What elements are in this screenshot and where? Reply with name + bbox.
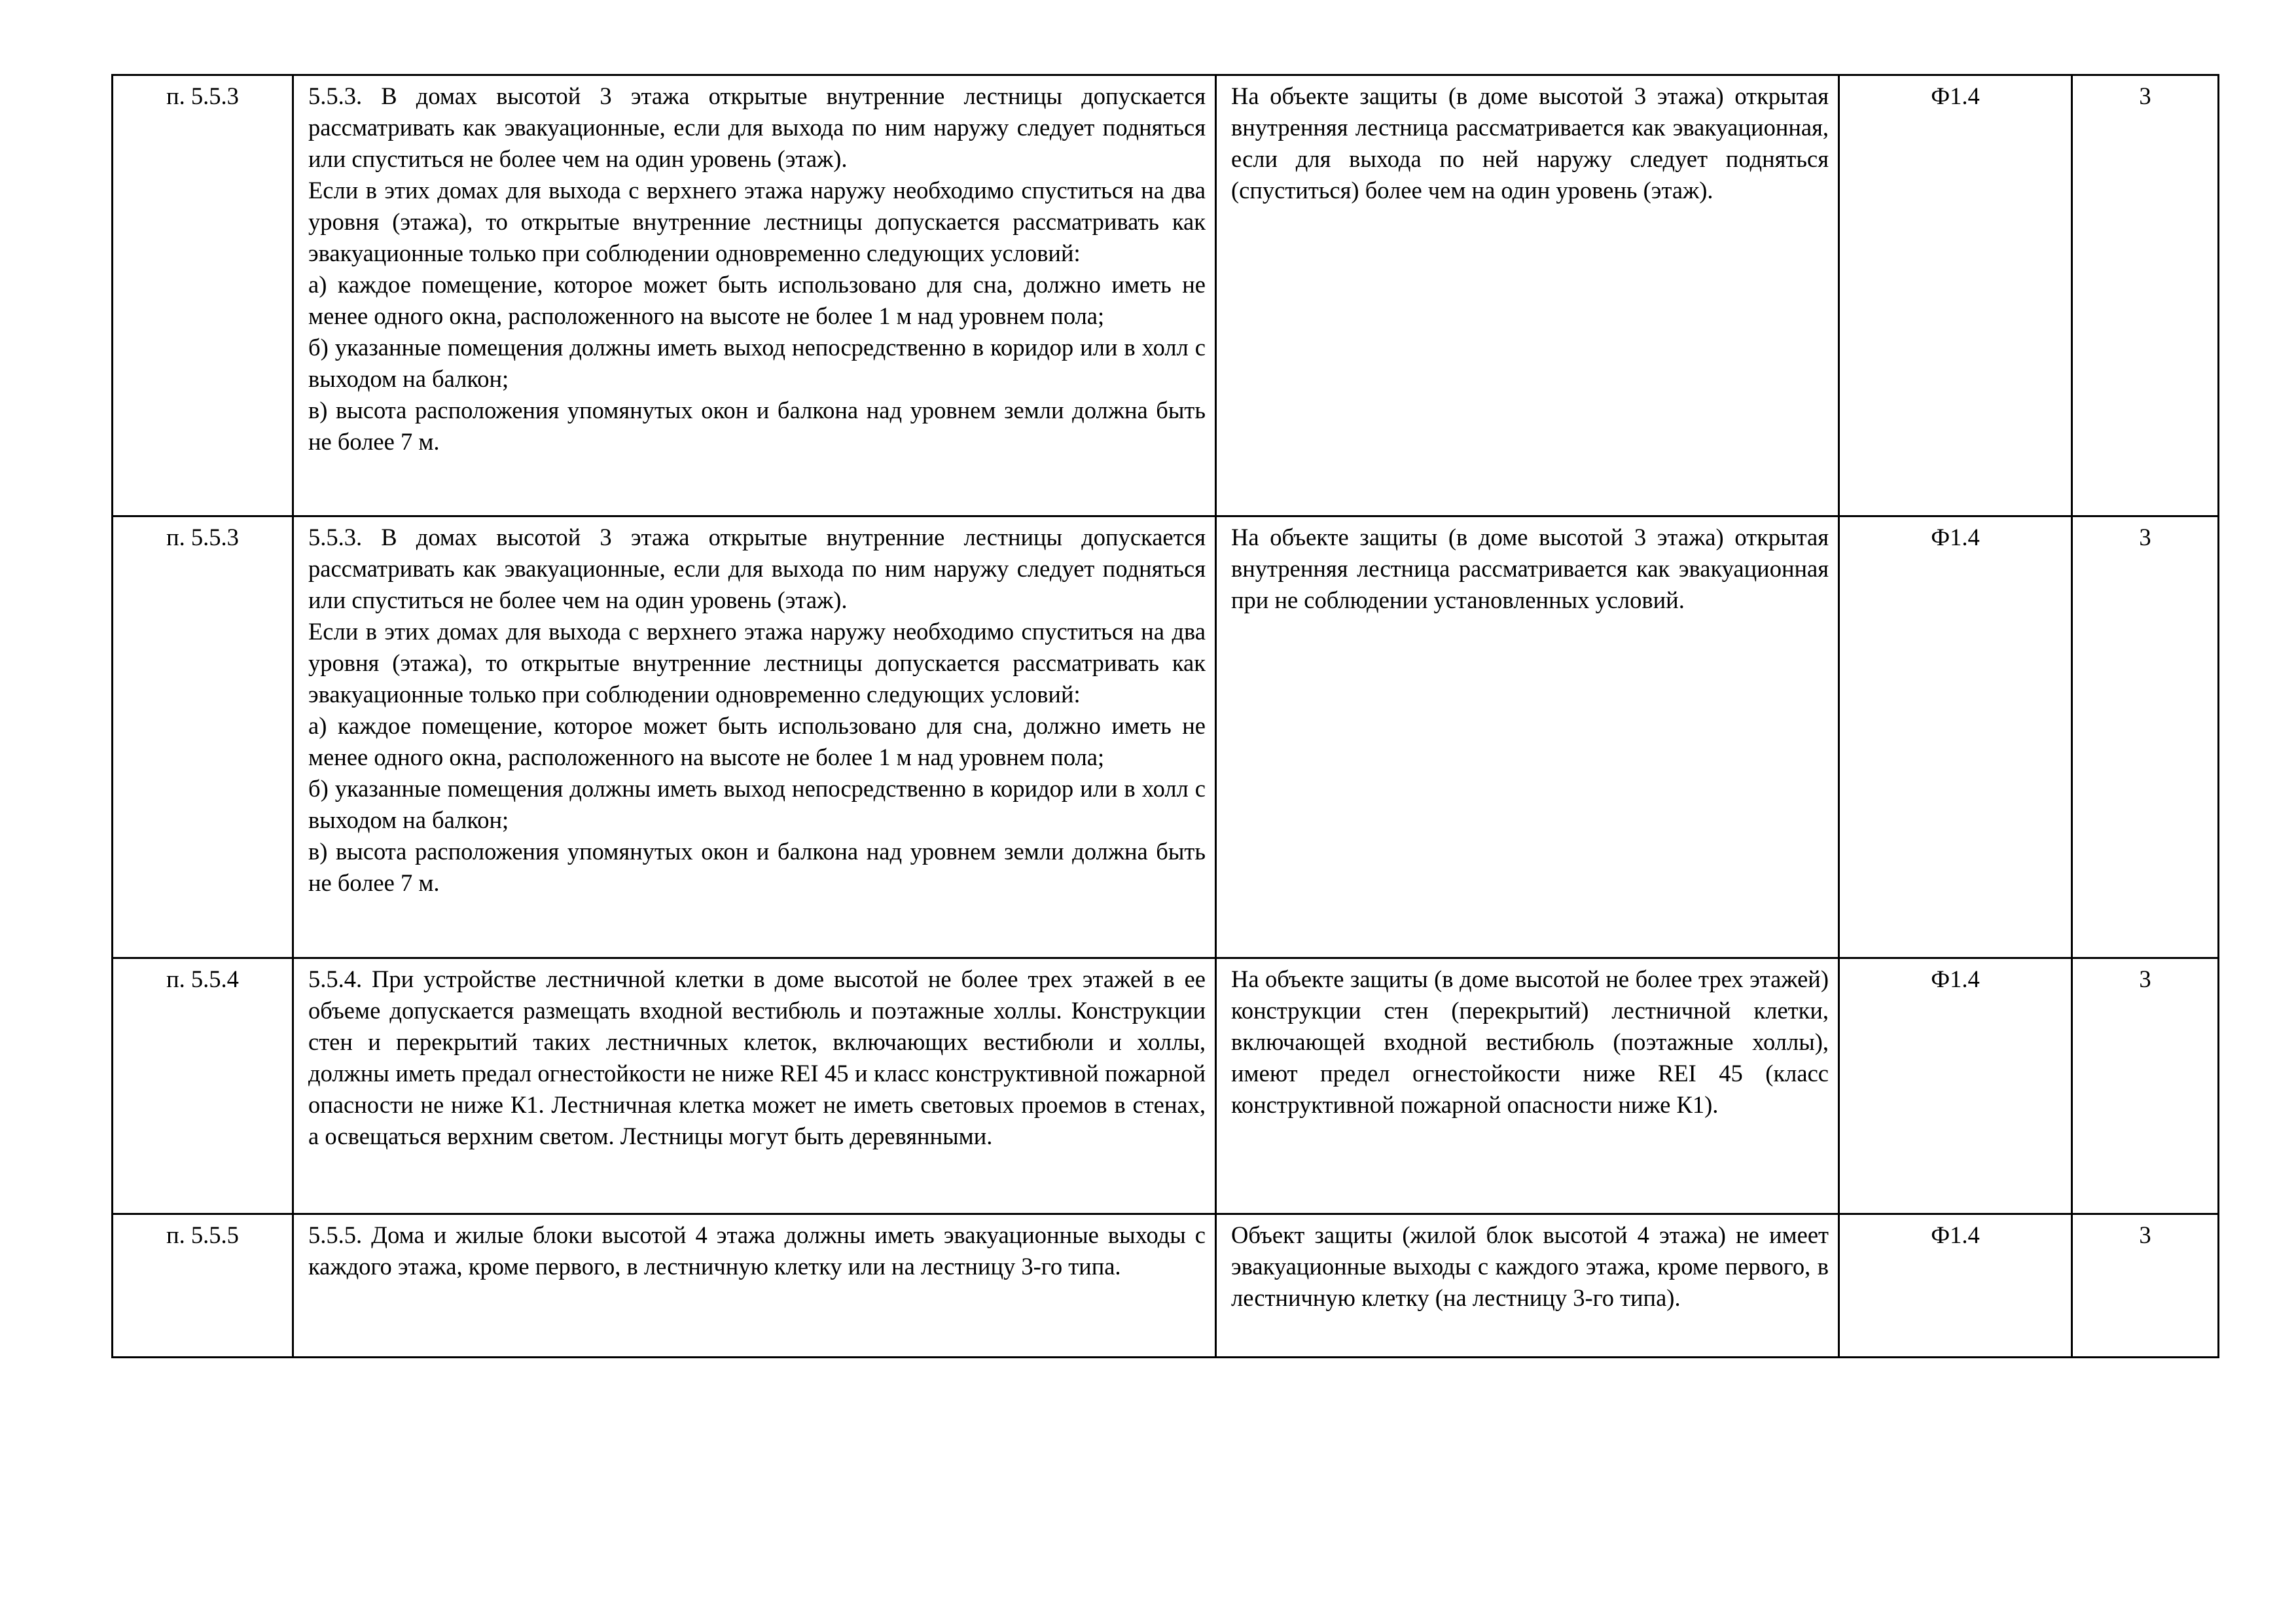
table-row (113, 1214, 2219, 1358)
requirement-paragraph: 5.5.3. В домах высотой 3 этажа открытые внутренние лестницы допускается рассматривать как эвакуационные, если для выхода по ним наружу следует подняться или спуститься не более чем на один уровень (этаж). (308, 82, 1206, 172)
class-cell: Ф1.4 (1839, 75, 2072, 516)
clause-cell: п. 5.5.4 (113, 958, 293, 1214)
requirement-cell (293, 958, 1216, 1214)
risk-cell: 3 (2072, 1214, 2219, 1358)
requirement-paragraph: 5.5.4. При устройстве лестничной клетки в доме высотой не более трех этажей в ее объеме допускается размещать входной вестибюль и поэтажные холлы. Конструкции стен и перекрытий таких лестничных клеток, включающих вестибюли и холлы, должны иметь предал огнестойкости не ниже REI 45 и класс конструктивной пожарной опасности не ниже К1. Лестничная клетка может не иметь световых проемов в стенах, а освещаться верхним светом. Лестницы могут быть деревянными. (308, 965, 1206, 1149)
violation-cell: На объекте защиты (в доме высотой 3 этажа) открытая внутренняя лестница рассматривается как эвакуационная, если для выхода по ней наружу следует подняться (спуститься) более чем на один уровень (этаж). (1216, 75, 1839, 516)
clause-cell: п. 5.5.3 (113, 75, 293, 516)
class-cell: Ф1.4 (1839, 516, 2072, 958)
class-cell: Ф1.4 (1839, 958, 2072, 1214)
risk-cell: 3 (2072, 75, 2219, 516)
requirement-paragraph: а) каждое помещение, которое может быть использовано для сна, должно иметь не менее одного окна, расположенного на высоте не более 1 м над уровнем пола; (308, 271, 1206, 329)
table-row (113, 958, 2219, 1214)
violation-cell: На объекте защиты (в доме высотой не более трех этажей) конструкции стен (перекрытий) лестничной клетки, включающей входной вестибюль (поэтажные холлы), имеют предел огнестойкости ниже REI 45 (класс конструктивной пожарной опасности ниже К1). (1216, 958, 1839, 1214)
requirement-paragraph: 5.5.5. Дома и жилые блоки высотой 4 этажа должны иметь эвакуационные выходы с каждого этажа, кроме первого, в лестничную клетку или на лестницу 3-го типа. (308, 1221, 1206, 1280)
requirement-paragraph: Если в этих домах для выхода с верхнего этажа наружу необходимо спуститься на два уровня (этажа), то открытые внутренние лестницы допускается рассматривать как эвакуационные только при соблюдении одновременно следующих условий: (308, 177, 1206, 266)
requirement-paragraph: 5.5.3. В домах высотой 3 этажа открытые внутренние лестницы допускается рассматривать как эвакуационные, если для выхода по ним наружу следует подняться или спуститься не более чем на один уровень (этаж). (308, 524, 1206, 613)
requirement-paragraph: Если в этих домах для выхода с верхнего этажа наружу необходимо спуститься на два уровня (этажа), то открытые внутренние лестницы допускается рассматривать как эвакуационные только при соблюдении одновременно следующих условий: (308, 618, 1206, 708)
risk-cell: 3 (2072, 958, 2219, 1214)
violation-cell: На объекте защиты (в доме высотой 3 этажа) открытая внутренняя лестница рассматривается как эвакуационная при не соблюдении установленных условий. (1216, 516, 1839, 958)
requirements-table (111, 74, 2219, 1358)
class-cell: Ф1.4 (1839, 1214, 2072, 1358)
requirement-paragraph: б) указанные помещения должны иметь выход непосредственно в коридор или в холл с выходом на балкон; (308, 334, 1206, 392)
table-row (113, 75, 2219, 516)
requirement-paragraph: в) высота расположения упомянутых окон и балкона над уровнем земли должна быть не более 7 м. (308, 838, 1206, 896)
requirement-cell (293, 516, 1216, 958)
requirement-paragraph: б) указанные помещения должны иметь выход непосредственно в коридор или в холл с выходом на балкон; (308, 775, 1206, 833)
clause-cell: п. 5.5.5 (113, 1214, 293, 1358)
violation-cell: Объект защиты (жилой блок высотой 4 этажа) не имеет эвакуационные выходы с каждого этажа, кроме первого, в лестничную клетку (на лестницу 3-го типа). (1216, 1214, 1839, 1358)
requirement-cell (293, 75, 1216, 516)
requirement-paragraph: в) высота расположения упомянутых окон и балкона над уровнем земли должна быть не более 7 м. (308, 397, 1206, 455)
risk-cell: 3 (2072, 516, 2219, 958)
table-row (113, 516, 2219, 958)
requirement-cell (293, 1214, 1216, 1358)
clause-cell: п. 5.5.3 (113, 516, 293, 958)
requirement-paragraph: а) каждое помещение, которое может быть использовано для сна, должно иметь не менее одного окна, расположенного на высоте не более 1 м над уровнем пола; (308, 712, 1206, 770)
